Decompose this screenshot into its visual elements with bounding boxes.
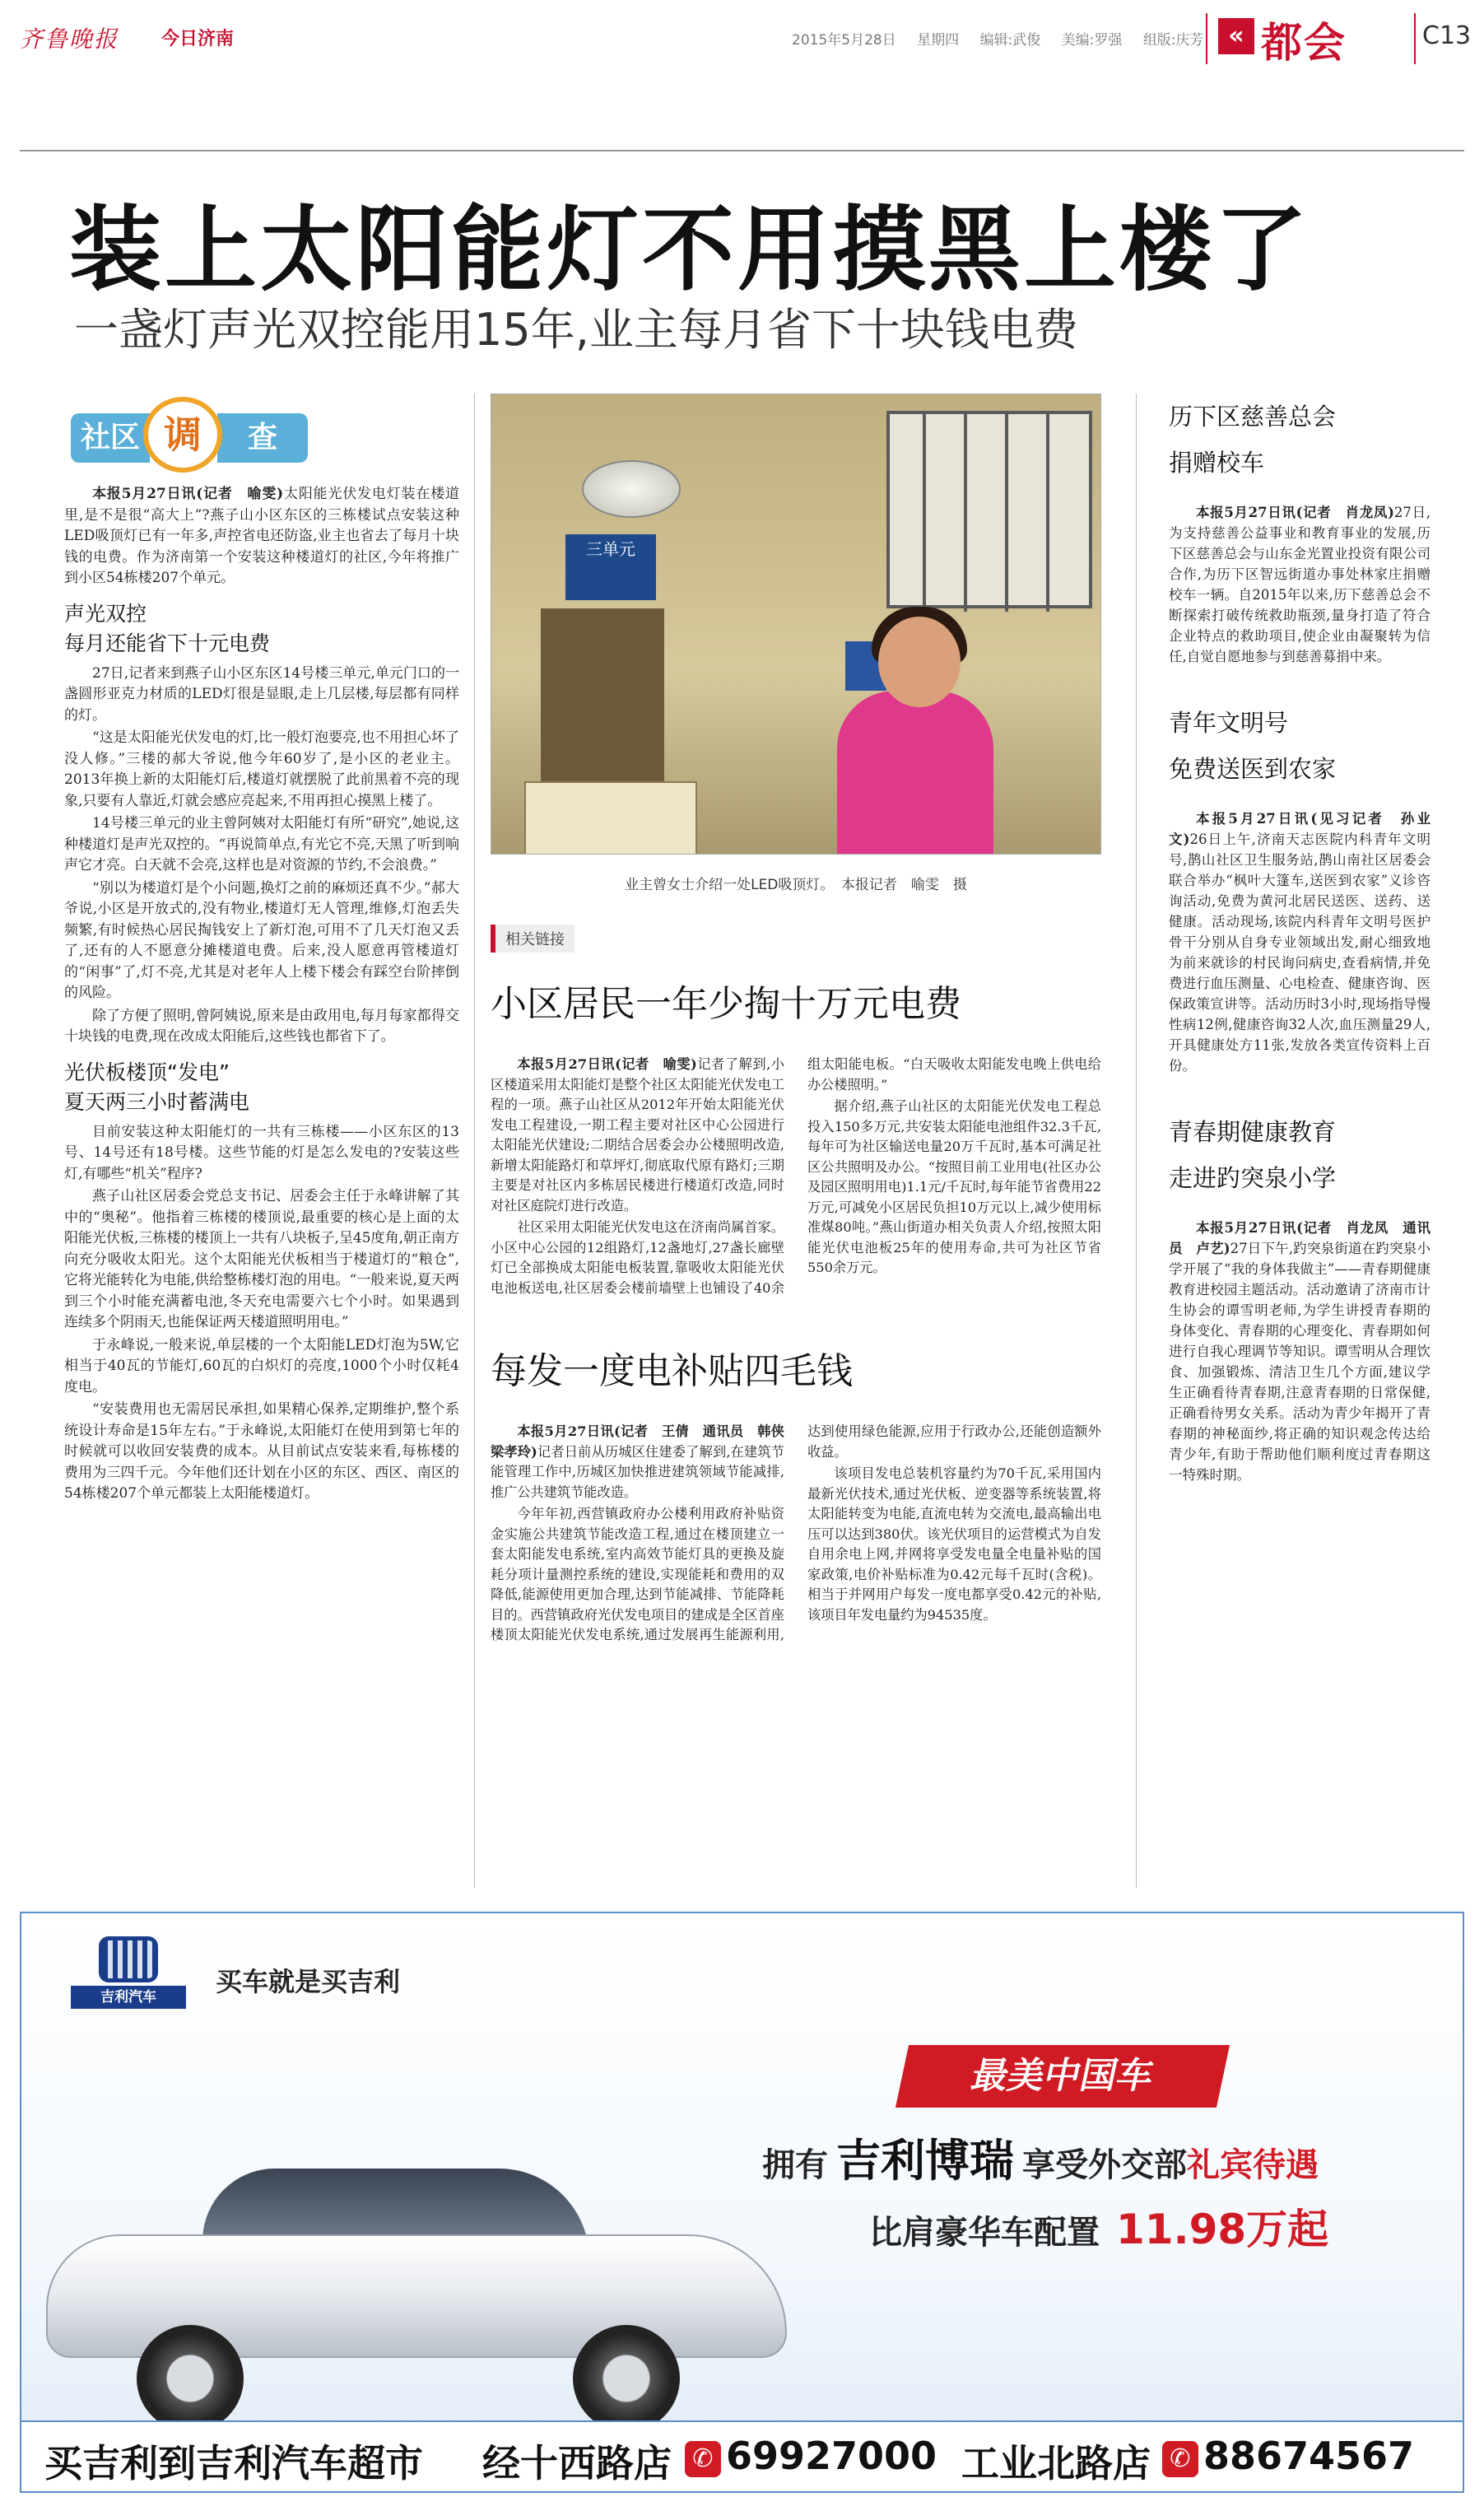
notice-board [524, 781, 697, 855]
brief-title [1169, 1109, 1431, 1201]
dateline: 本报5月27日讯(记者 肖龙凤 通讯员 卢艺) [1169, 1220, 1431, 1256]
geely-logo [71, 1936, 186, 2010]
section-body [64, 1122, 459, 1505]
issue-weekday: 星期四 [917, 32, 960, 49]
news-brief [1169, 700, 1431, 1076]
ad-line-2: 比肩豪华车配置 11.98万起 [869, 2206, 1329, 2253]
paragraph [64, 664, 459, 727]
car-price: 11.98万起 [1116, 2206, 1329, 2253]
paragraph-text: 太阳能光伏发电灯装在楼道里,是不是很“高大上”?燕子山小区东区的三栋楼试点安装这种LED吸顶灯已有一年多,声控省电还防盗,业主也省去了每月十块钱的电费。作为济南第一个安装这种楼道灯的社区,今年将推广到小区54栋楼207个单元。 [64, 486, 460, 586]
paragraph-text: 27日下午,趵突泉街道在趵突泉小学开展了“我的身体我做主”——青春期健康教育进校园主题活动。活动邀请了济南市计生协会的谭雪明老师,为学生讲授青春期的身体变化、青春期的心理变化、青春期如何进行自我心理调节等知识。谭雪明从合理饮食、加强锻炼、清洁卫生几个方面,建议学生正确看待青春期,注意青春期的日常保健,正确看待男女关系。活动为青少年揭开了青春期的神秘面纱,将正确的知识观念传达给青少年,有助于帮助他们顺利度过青春期这一特殊时期。 [1169, 1241, 1431, 1483]
section-body [64, 664, 459, 1048]
badge-part: 调 [143, 397, 222, 473]
resident [837, 691, 993, 855]
news-brief [1169, 394, 1431, 667]
paragraph-text: 今年年初,西营镇政府办公楼利用政府补贴资金实施公共建筑节能改造工程,通过在楼顶建立一套太阳能发电系统,室内高效节能灯具的更换及旋耗分项计量测控系统的建设,实现能耗和费用的双降低,能源使用更加合理,达到节能减排、节能降耗目的。西营镇政府光伏发电项目的建成是全区首座楼顶太阳能光伏发电系统,通过发展再生能源利用,达到使用绿色能源,应用于行政办公,还能创造额外收益。 [491, 1423, 1101, 1642]
paragraph-text: 27日,为支持慈善公益事业和教育事业的发展,历下区慈善总会与山东金光置业投资有限公司合作,为历下区智远街道办事处林家庄捐赠校车一辆。自2015年以来,历下慈善总会不断探索打破传统救助瓶颈,量身打造了符合企业特点的救助项目,使企业由凝聚转为信任,自觉自愿地参与到慈善募捐中来。 [1169, 505, 1431, 664]
section-name: 都会 [1261, 19, 1347, 67]
paragraph-text: 记者了解到,小区楼道采用太阳能灯是整个社区太阳能光伏发电工程的一项。燕子山社区从2012年开始太阳能光伏发电工程建设,一期工程主要对社区中心公园进行太阳能光伏建设;二期结合居委会办公楼照明改造,新增太阳能路灯和草坪灯,彻底取代原有路灯;三期主要是对社区内多栋居民楼进行楼道灯改造,同时对社区庭院灯进行改造。 [491, 1056, 784, 1214]
brand-logo-text: 吉利汽车 [71, 1986, 186, 2009]
subheadline: 一盏灯声光双控能用15年,业主每月省下十块钱电费 [74, 304, 1078, 356]
paragraph-text: 除了方便了照明,曾阿姨说,原来是由政用电,每月每家都得交十块钱的电费,现在改成太阳能后,这些钱也都省下了。 [64, 1007, 459, 1045]
paragraph-text: 燕子山社区居委会党总支书记、居委会主任于永峰讲解了其中的“奥秘”。他指着三栋楼的楼顶说,最重要的核心是上面的太阳能光伏板,三栋楼的楼顶上一共有八块板子,呈45度角,朝正南方向充分吸收太阳光。这个太阳能光伏板相当于楼道灯的“粮仓”,它将光能转化为电能,供给整栋楼灯泡的用电。“一般来说,夏天两到三个小时能充满蓄电池,冬天充电需要六七个小时。如果遇到连续多个阴雨天,也能保证两天楼道照明用电。” [64, 1188, 459, 1330]
paragraph-text: 27日,记者来到燕子山小区东区14号楼三单元,单元门口的一盏圆形亚克力材质的LED灯很是显眼,走上几层楼,每层都有同样的灯。 [64, 664, 459, 724]
paragraph [807, 1097, 1101, 1279]
paragraph [807, 1464, 1101, 1625]
paragraph [64, 1400, 459, 1505]
car-model: 吉利博瑞 [836, 2135, 1014, 2187]
brief-title [1169, 700, 1431, 792]
related-link-label: 相关链接 [491, 925, 575, 953]
wheel [137, 2325, 244, 2432]
header-rule [20, 150, 1464, 151]
section-subhead: 夏天两三小时蓄满电 [64, 1089, 250, 1114]
section-subhead: 声光双控 [64, 601, 147, 626]
badge-part: 社区 [71, 413, 150, 463]
section-subhead: 光伏板楼顶“发电” [64, 1060, 230, 1084]
headline: 装上太阳能灯不用摸黑上楼了 [69, 197, 1310, 304]
designer-credit: 美编:罗强 [1061, 32, 1123, 49]
dateline: 本报5月27日讯(记者 喻雯) [517, 1056, 697, 1072]
section-subhead: 每月还能省下十元电费 [64, 631, 271, 655]
paragraph-text: 据介绍,燕子山社区的太阳能光伏发电工程总投入150多万元,共安装太阳能电池组件32.3千瓦,每年可为社区输送电量20万千瓦时,基本可满足社区公共照明及办公。“按照目前工业用电(社区办公及园区照明用电)1.1元/千瓦时,每年能节省费用22万元,可减免小区居民负担10万元以上,减少使用标准煤80吨。”燕山街道办相关负责人介绍,按照太阳能光伏电池板25年的使用寿命,共可为社区节省550余万元。 [807, 1098, 1101, 1275]
article-body [491, 1055, 1101, 1298]
paragraph-text: “别以为楼道灯是个小问题,换灯之前的麻烦还真不少。”郝大爷说,小区是开放式的,没有物业,楼道灯无人管理,维修,灯泡丢失频繁,有时候热心居民掏钱安上了新灯泡,可用不了几天灯泡又丢了,还有的人不愿意分摊楼道电费。后来,没人愿意再管楼道灯的“闲事”了,灯不亮,尤其是对老年人上楼下楼会有踩空台阶摔倒的风险。 [64, 879, 459, 1001]
badge-part: 查 [217, 413, 308, 463]
phone-icon: ✆ [685, 2441, 721, 2477]
column-divider [474, 394, 475, 1888]
wheel [573, 2325, 680, 2432]
page-header [0, 0, 1484, 78]
unit-sign: 三单元 [565, 534, 656, 600]
geely-emblem-icon [99, 1936, 158, 1982]
paragraph [64, 1122, 459, 1186]
dateline: 本报5月27日讯(记者 肖龙凤) [1196, 505, 1394, 520]
led-lamp [582, 460, 681, 518]
news-brief [1169, 1109, 1431, 1485]
paragraph-text: 26日上午,济南天志医院内科青年文明号,鹊山社区卫生服务站,鹊山南社区居委会联合举办“枫叶大篷车,送医到农家”义诊咨询活动,免费为黄河北居民送医、送药、送健康。活动现场,该院内科青年文明号医护骨干分别从自身专业领域出发,耐心细致地为前来就诊的村民询问病史,查看病情,并免费进行血压测量、心电检查、健康咨询、医保政策宣讲等。活动历时3小时,现场指导慢性病12例,健康咨询32人次,血压测量29人,开具健康处方11张,发放各类宣传资料上百份。 [1169, 832, 1431, 1074]
paragraph [64, 1335, 459, 1399]
geely-advertisement [20, 1912, 1464, 2493]
brief-title [1169, 394, 1431, 486]
photo-caption: 业主曾女士介绍一处LED吸顶灯。 本报记者 喻雯 摄 [625, 877, 967, 893]
layout-credit: 组版:庆芳 [1142, 32, 1204, 49]
window [886, 411, 1092, 608]
section-tag: 今日济南 [161, 29, 235, 49]
brief-title-line: 历下区慈善总会 [1169, 403, 1337, 431]
paragraph [1169, 1218, 1431, 1485]
article-lead [64, 484, 459, 589]
dateline: 本报5月27日讯(见习记者 孙业文) [1169, 811, 1431, 847]
brief-title-line: 青春期健康教育 [1169, 1118, 1337, 1146]
header-divider [1206, 13, 1207, 64]
editor-credit: 编辑:武俊 [979, 32, 1041, 49]
brief-title-line: 捐赠校车 [1169, 449, 1265, 477]
paragraph-text: 该项目发电总装机容量约为70千瓦,采用国内最新光伏技术,通过光伏板、逆变器等系统装置,将太阳能转变为电能,直流电转为交流电,最高输出电压可以达到380伏。该光伏项目的运营模式为自发自用余电上网,并网将享受发电量全电量补贴的国家政策,电价补贴标准为0.42元每千瓦时(含税)。相当于并网用户每发一度电都享受0.42元的补贴,该项目年发电量约为94535度。 [807, 1465, 1101, 1623]
dealer-phone: ✆ 69927000 [685, 2434, 937, 2478]
dealer-store: 工业北路店 [961, 2441, 1151, 2485]
paragraph-text: 记者日前从历城区住建委了解到,在建筑节能管理工作中,历城区加快推进建筑领域节能减排,推广公共建筑节能改造。 [491, 1443, 784, 1500]
newspaper-logo: 齐鲁晚报 [20, 26, 119, 53]
dealer-store: 经十西路店 [482, 2441, 672, 2485]
dealer-slogan: 买吉利到吉利汽车超市 [44, 2441, 423, 2485]
paragraph-text: 目前安装这种太阳能灯的一共有三栋楼——小区东区的13号、14号还有18号楼。这些节能的灯是怎么发电的?安装这些灯,有哪些“机关”程序? [64, 1123, 459, 1182]
page-number: C13 [1422, 21, 1472, 50]
chevron-left-icon: « [1218, 18, 1254, 54]
brief-title-line: 青年文明号 [1169, 709, 1289, 737]
article-body [491, 1422, 1101, 1646]
paragraph [64, 1186, 459, 1334]
dateline: 本报5月27日讯(记者 喻雯) [92, 486, 284, 502]
paragraph [64, 813, 459, 877]
dealer-phone: ✆ 88674567 [1162, 2434, 1414, 2478]
community-survey-badge [64, 394, 319, 476]
ad-tagline: 买车就是买吉利 [216, 1966, 401, 1997]
paragraph [64, 1006, 459, 1048]
ad-banner: 最美中国车 [896, 2045, 1230, 2108]
article-title: 小区居民一年少掏十万元电费 [491, 983, 961, 1025]
paragraph [491, 1055, 784, 1216]
paragraph-text: “这是太阳能光伏发电的灯,比一般灯泡要亮,也不用担心坏了没人修。”三楼的郝大爷说,他今年60岁了,是小区的老业主。2013年换上新的太阳能灯后,楼道灯就摆脱了此前黑着不亮的现象,只要有人靠近,灯就会感应亮起来,不用再担心摸黑上楼了。 [64, 729, 459, 809]
main-article [64, 394, 459, 1507]
paragraph-text: 社区采用太阳能光伏发电这在济南尚属首家。小区中心公园的12组路灯,12盏地灯,27盏长廊壁灯已全部换成太阳能电板装置,靠吸收太阳能光伏电池板送电,社区居委会楼前墙壁上也铺设了40余组太阳能电板。“白天吸收太阳能发电晚上供电给办公楼照明。” [491, 1056, 1101, 1296]
ad-contact-bar [21, 2420, 1463, 2491]
paragraph [64, 878, 459, 1004]
brief-title-line: 走进趵突泉小学 [1169, 1164, 1337, 1192]
header-info [792, 28, 1221, 49]
news-photo [491, 394, 1101, 855]
paragraph [1169, 808, 1431, 1076]
dateline: 本报5月27日讯(记者 王倩 通讯员 韩侠 梁孝玲) [491, 1423, 798, 1460]
news-briefs [1169, 394, 1431, 1518]
phone-icon: ✆ [1162, 2441, 1198, 2477]
issue-date: 2015年5月28日 [792, 32, 896, 49]
ad-line-1: 拥有 吉利博瑞 享受外交部礼宾待遇 [762, 2135, 1319, 2187]
brief-title-line: 免费送医到农家 [1169, 755, 1337, 783]
paragraph-text: 于永峰说,一般来说,单层楼的一个太阳能LED灯泡为5W,它相当于40瓦的节能灯,60瓦的白炽灯的亮度,1000个小时仅耗4度电。 [64, 1336, 459, 1395]
paragraph-text: 14号楼三单元的业主曾阿姨对太阳能灯有所“研究”,她说,这种楼道灯是声光双控的。“再说简单点,有光它不亮,天黑了听到响声它才亮。白天就不会亮,这样也是对资源的节约,不会浪费。” [64, 815, 459, 873]
paragraph [64, 728, 459, 812]
paragraph-text: “安装费用也无需居民承担,如果精心保养,定期维护,整个系统设计寿命是15年左右。”于永峰说,太阳能灯在使用到第七年的时候就可以收回安装费的成本。从目前试点安装来看,每栋楼的费用为三四千元。今年他们还计划在小区的东区、西区、南区的54栋楼207个单元都装上太阳能楼道灯。 [64, 1401, 459, 1502]
middle-column [491, 394, 1101, 1646]
article-title: 每发一度电补贴四毛钱 [491, 1350, 853, 1392]
column-divider [1136, 394, 1137, 1888]
car-image [46, 2160, 803, 2407]
paragraph [491, 1422, 798, 1502]
paragraph [1169, 502, 1431, 667]
header-divider [1414, 13, 1416, 64]
